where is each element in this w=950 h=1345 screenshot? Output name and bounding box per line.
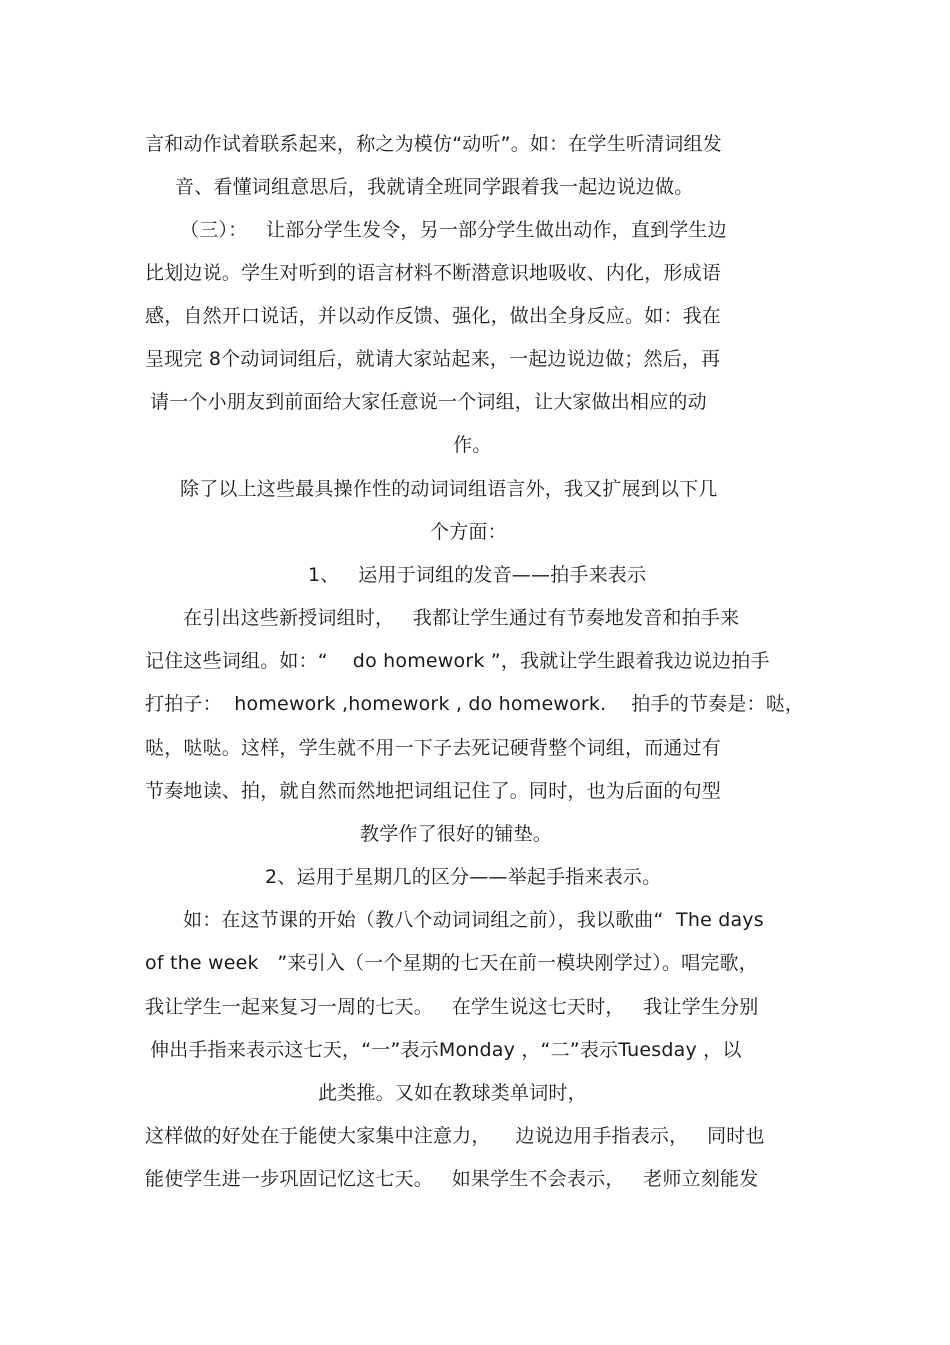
text-line: 请一个小朋友到前面给大家任意说一个词组，让大家做出相应的动 <box>150 391 707 413</box>
section-heading: 2、运用于星期几的区分——举起手指来表示。 <box>265 866 662 888</box>
text-line: 除了以上这些最具操作性的动词词组语言外，我又扩展到以下几 <box>180 478 718 500</box>
text-line: 打拍子： homework ,homework , do homework. 拍手的节奏是：哒， <box>145 693 805 715</box>
text-line: 个方面： <box>430 521 507 543</box>
text-line: 节奏地读、拍，就自然而然地把词组记住了。同时，也为后面的句型 <box>145 780 722 802</box>
text-line: 记住这些词组。如：“ do homework ”，我就让学生跟着我边说边拍手 <box>145 650 770 672</box>
text-line: 呈现完 8个动词词组后，就请大家站起来，一起边说边做；然后，再 <box>145 348 721 370</box>
text-line: 这样做的好处在于能使大家集中注意力， 边说边用手指表示， 同时也 <box>145 1125 765 1147</box>
text-line: of the week ”来引入（一个星期的七天在前一模块刚学过）。唱完歌， <box>145 952 758 974</box>
text-line: 哒，哒哒。这样，学生就不用一下子去死记硬背整个词组，而通过有 <box>145 737 722 759</box>
text-line: 我让学生一起来复习一周的七天。 在学生说这七天时， 我让学生分别 <box>145 996 759 1018</box>
text-line: 教学作了很好的铺垫。 <box>360 823 553 845</box>
text-line: 作。 <box>453 434 492 456</box>
text-line: 感，自然开口说话，并以动作反馈、强化，做出全身反应。如：我在 <box>145 305 722 327</box>
text-line: 在引出这些新授词组时， 我都让学生通过有节奏地发音和拍手来 <box>183 607 740 629</box>
text-line: 比划边说。学生对听到的语言材料不断潜意识地吸收、内化，形成语 <box>145 262 722 284</box>
text-line: （三）： 让部分学生发令，另一部分学生做出动作，直到学生边 <box>180 219 727 241</box>
text-line: 如：在这节课的开始（教八个动词词组之前），我以歌曲“ The days <box>183 909 764 931</box>
text-line: 音、看懂词组意思后，我就请全班同学跟着我一起边说边做。 <box>175 176 694 198</box>
text-line: 言和动作试着联系起来，称之为模仿“动听”。如：在学生听清词组发 <box>145 133 722 155</box>
text-line: 能使学生进一步巩固记忆这七天。 如果学生不会表示， 老师立刻能发 <box>145 1168 759 1190</box>
text-line: 伸出手指来表示这七天，“一”表示Monday ，“二”表示Tuesday ，以 <box>150 1039 742 1061</box>
section-heading: 1、 运用于词组的发音——拍手来表示 <box>308 564 647 586</box>
text-line: 此类推。又如在教球类单词时， <box>318 1082 587 1104</box>
